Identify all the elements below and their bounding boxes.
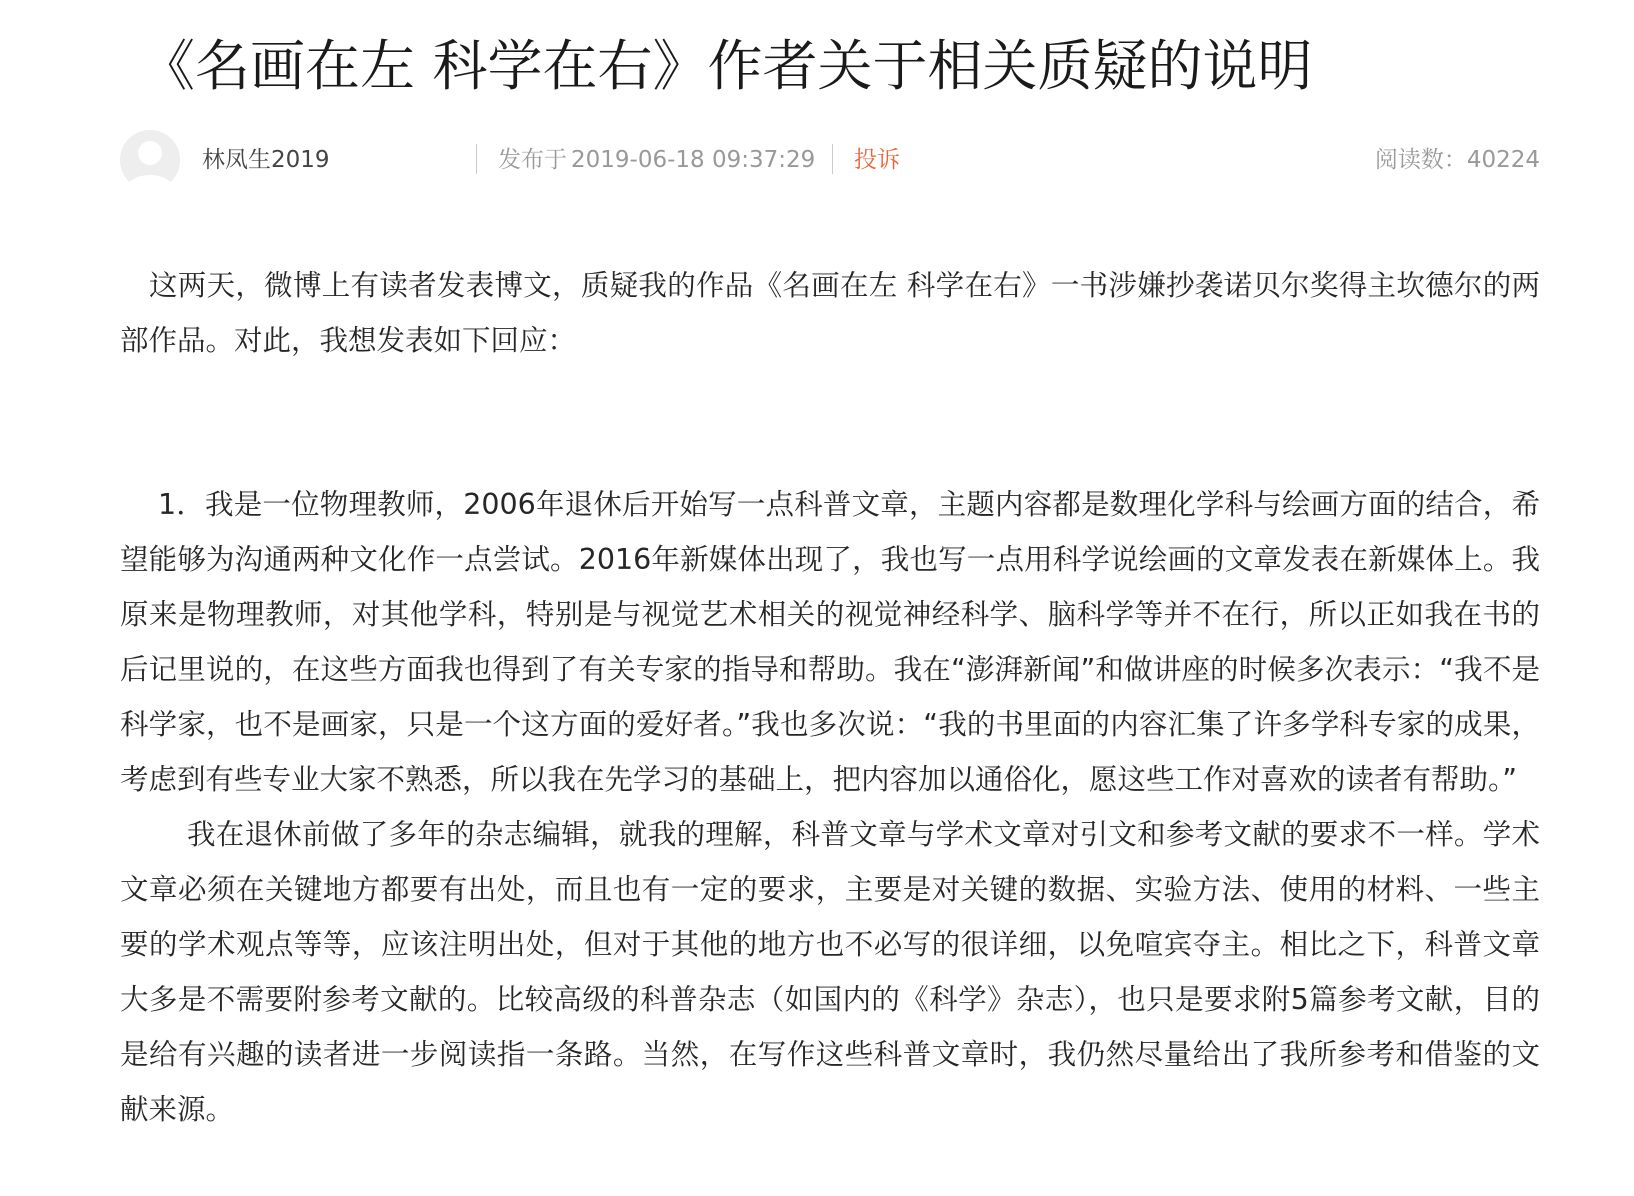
meta-divider [832,144,833,174]
author-avatar-icon[interactable] [120,130,180,190]
report-link[interactable]: 投诉 [854,147,900,173]
read-count [1375,145,1540,175]
publish-info [498,145,815,175]
body-paragraph: 1．我是一位物理教师，2006年退休后开始写一点科普文章，主题内容都是数理化学科与绘画方面的结合，希望能够为沟通两种文化作一点尝试。2016年新媒体出现了，我也写一点用科学说绘画的文章发表在新媒体上。我原来是物理教师，对其他学科，特别是与视觉艺术相关的视觉神经科学、脑科学等并不在行，所以正如我在书的后记里说的，在这些方面我也得到了有关专家的指导和帮助。我在“澎湃新闻”和做讲座的时候多次表示：“我不是科学家，也不是画家，只是一个这方面的爱好者。”我也多次说：“我的书里面的内容汇集了许多学科专家的成果，考虑到有些专业大家不熟悉，所以我在先学习的基础上，把内容加以通俗化，愿这些工作对喜欢的读者有帮助。” [120,488,1540,796]
publish-time: 2019-06-18 09:37:29 [571,147,816,173]
meta-divider [476,144,477,174]
author-name-link[interactable]: 林凤生2019 [202,147,330,173]
article-meta [120,128,1540,192]
article-body [120,258,1540,1137]
body-paragraph: 这两天，微博上有读者发表博文，质疑我的作品《名画在左 科学在右》一书涉嫌抄袭诺贝尔奖得主坎德尔的两部作品。对此，我想发表如下回应： [120,269,1540,357]
read-count-label: 阅读数： [1374,147,1467,173]
body-paragraph: 我在退休前做了多年的杂志编辑，就我的理解，科普文章与学术文章对引文和参考文献的要求不一样。学术文章必须在关键地方都要有出处，而且也有一定的要求，主要是对关键的数据、实验方法、使用的材料、一些主要的学术观点等等，应该注明出处，但对于其他的地方也不必写的很详细，以免喧宾夺主。相比之下，科普文章大多是不需要附参考文献的。比较高级的科普杂志（如国内的《科学》杂志），也只是要求附5篇参考文献，目的是给有兴趣的读者进一步阅读指一条路。当然，在写作这些科普文章时，我仍然尽量给出了我所参考和借鉴的文献来源。 [120,818,1540,1126]
article-title: 《名画在左 科学在右》作者关于相关质疑的说明 [140,34,1313,98]
paragraph-spacer [120,368,1540,477]
read-count-value: 40224 [1466,147,1540,173]
publish-label: 发布于 [498,147,567,173]
